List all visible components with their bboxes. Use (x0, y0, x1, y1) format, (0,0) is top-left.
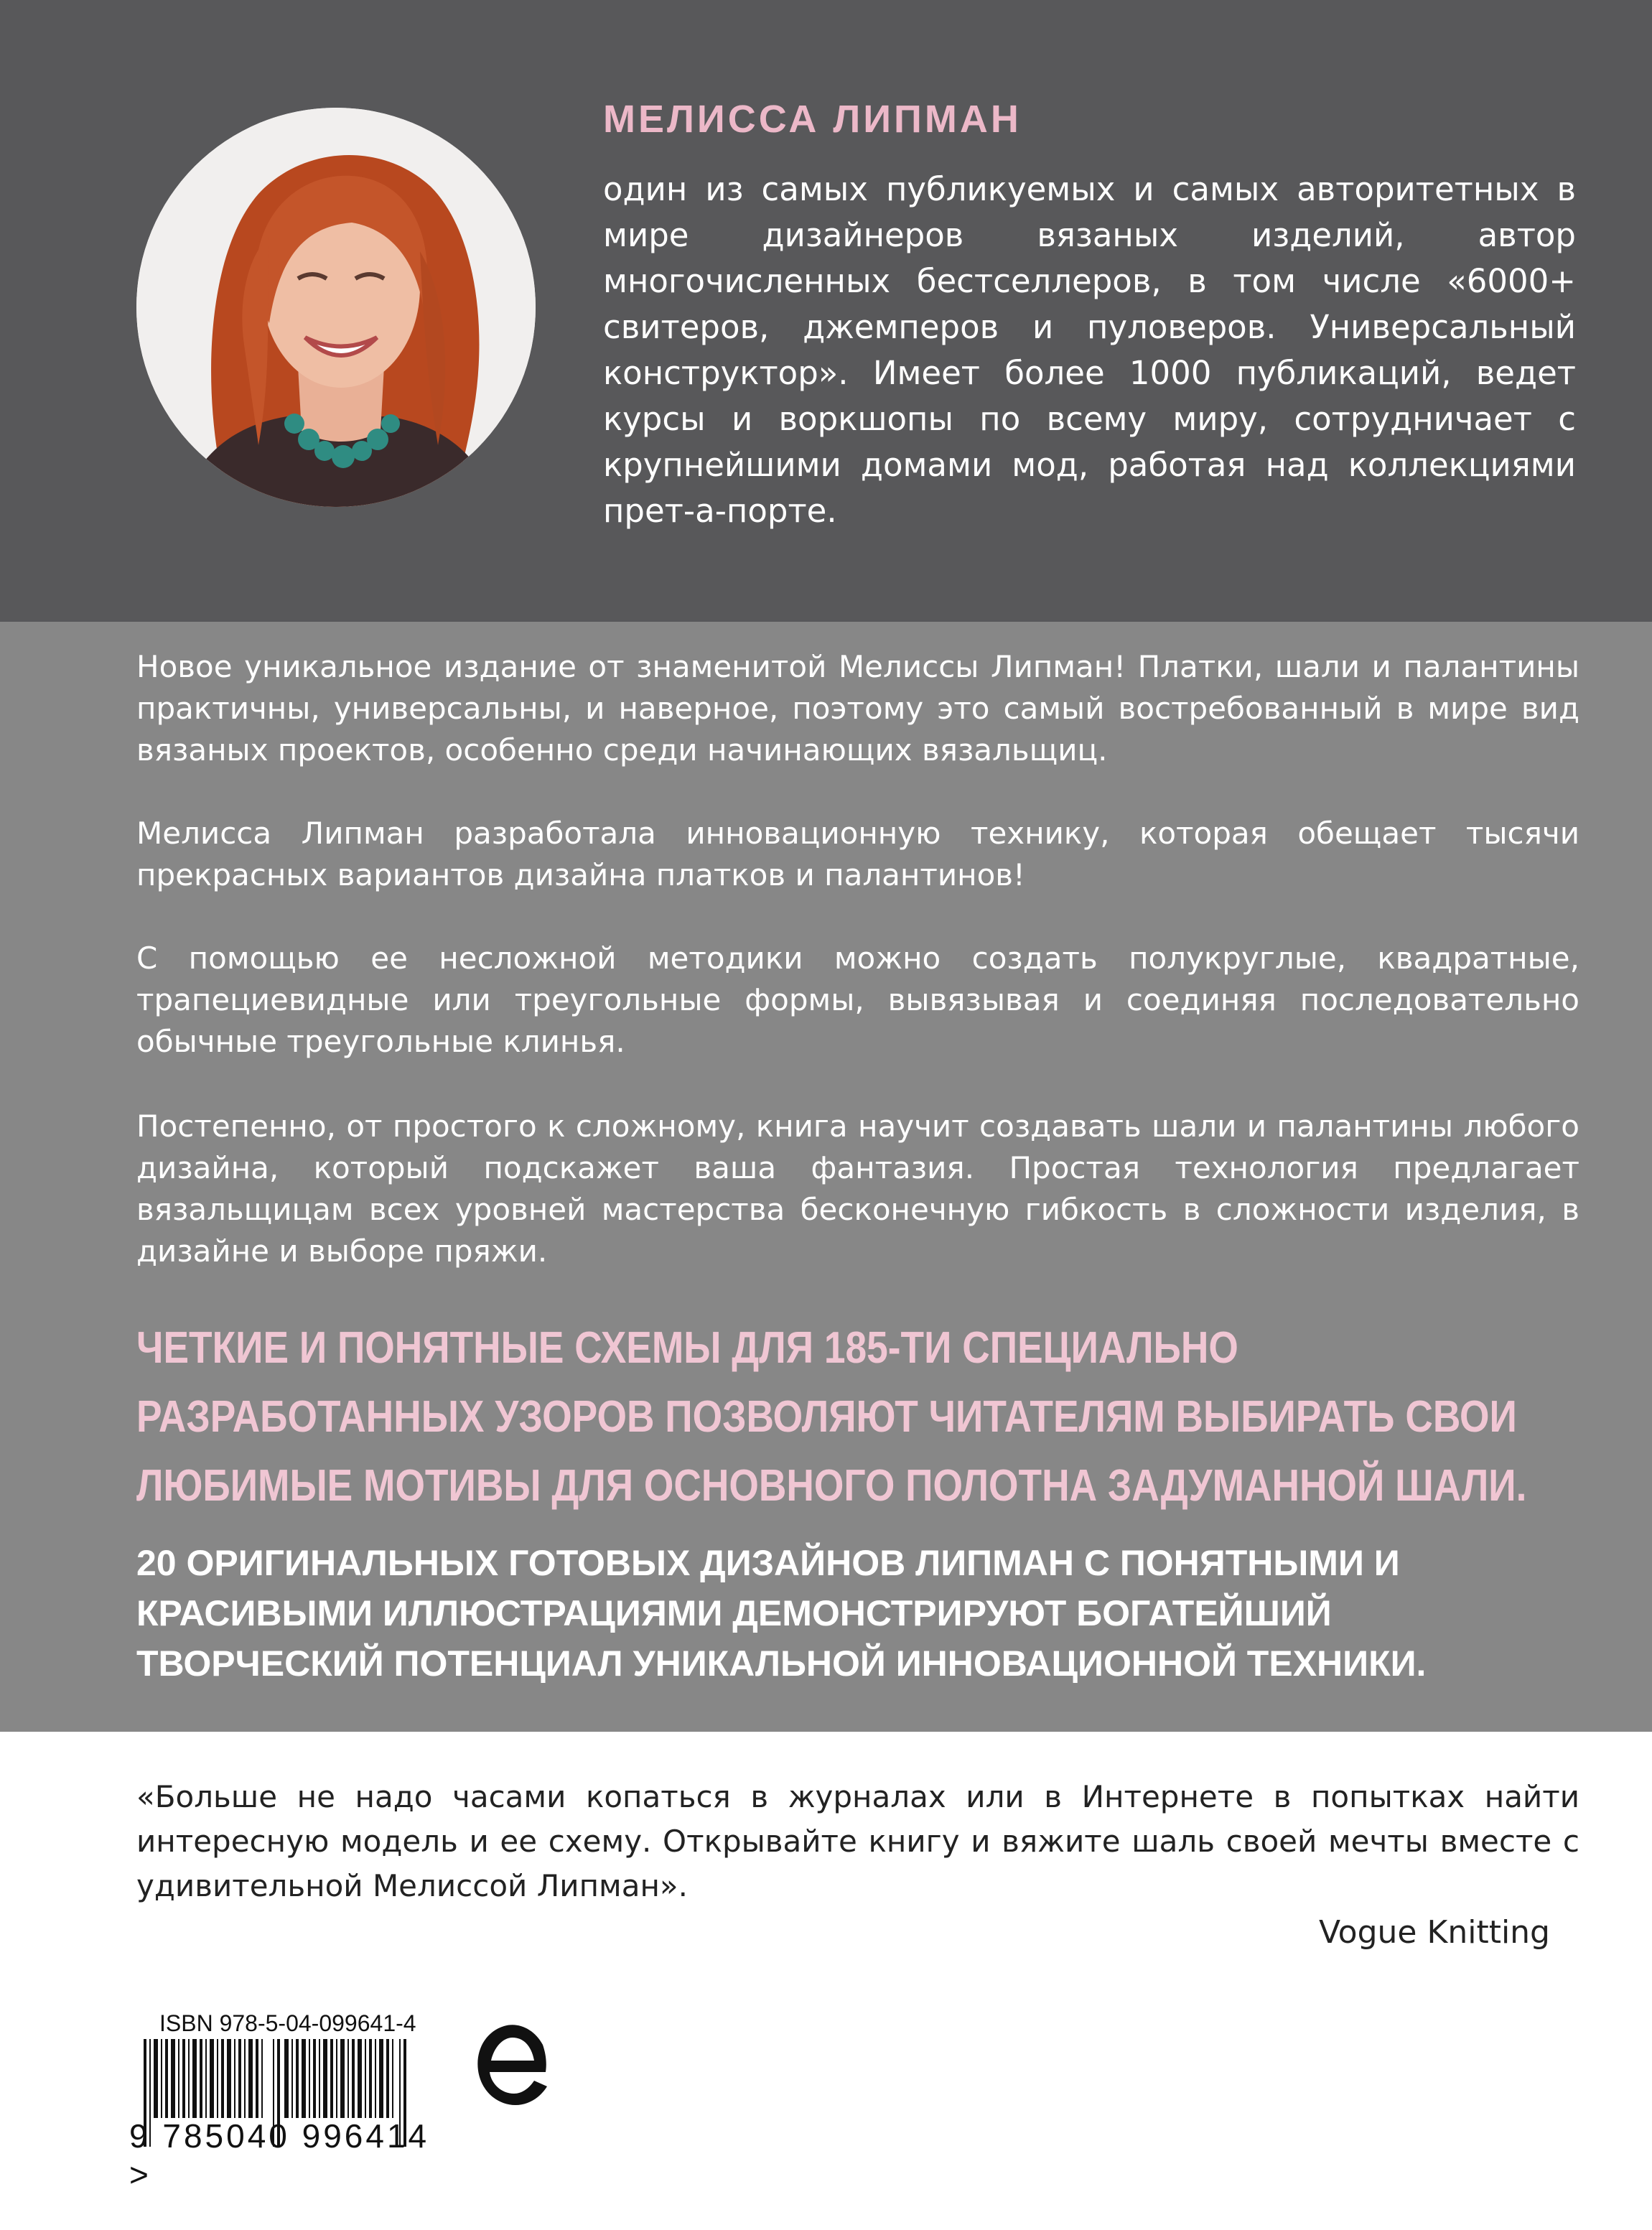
isbn-label: ISBN 978-5-04-099641-4 (159, 2010, 416, 2036)
author-bio: один из самых публикуемых и самых авторитетных в мире дизайнеров вязаных изделий, автор многочисленных бестселлеров, в том числе «6000+ свитеров, джемперов и пуловеров. Универсальный конструктор». Имеет более 1000 публикаций, ведет курсы и воркшопы по всему миру, сотрудничает с крупнейшими домами мод, работая над коллекциями прет-а-порте. (603, 170, 1576, 530)
description-paragraph-4: Постепенно, от простого к сложному, книга научит создавать шали и палантины любого дизайна, который подскажет ваша фантазия. Простая технология предлагает вязальщицам всех уровней мастерства бесконечную гибкость в сложности изделия, в дизайне и выборе пряжи. (136, 1109, 1579, 1269)
description-paragraph-2: Мелисса Липман разработала инновационную технику, которая обещает тысячи прекрасных вариантов дизайна платков и палантинов! (136, 816, 1579, 892)
author-section (0, 0, 1652, 622)
highlight-text: ЧЕТКИЕ И ПОНЯТНЫЕ СХЕМЫ ДЛЯ 185-ТИ СПЕЦИАЛЬНО РАЗРАБОТАННЫХ УЗОРОВ ПОЗВОЛЯЮТ ЧИТАТЕЛЯМ ВЫБИРАТЬ СВОИ ЛЮБИМЫЕ МОТИВЫ ДЛЯ ОСНОВНОГО ПОЛОТНА ЗАДУМАННОЙ ШАЛИ. (136, 1323, 1527, 1511)
description-paragraph-3: С помощью ее несложной методики можно создать полукруглые, квадратные, трапециевидные или треугольные формы, вывязывая и соединяя последовательно обычные треугольные клинья. (136, 941, 1579, 1059)
review-quote: «Больше не надо часами копаться в журналах или в Интернете в попытках найти интересную модель и ее схему. Открывайте книгу и вяжите шаль своей мечты вместе с удивительной Мелиссой Липман». (136, 1779, 1579, 1903)
designs-text: 20 ОРИГИНАЛЬНЫХ ГОТОВЫХ ДИЗАЙНОВ ЛИПМАН С ПОНЯТНЫМИ И КРАСИВЫМИ ИЛЛЮСТРАЦИЯМИ ДЕМОНСТРИРУЮТ БОГАТЕЙШИЙ ТВОРЧЕСКИЙ ПОТЕНЦИАЛ УНИКАЛЬНОЙ ИННОВАЦИОННОЙ ТЕХНИКИ. (136, 1543, 1427, 1684)
barcode-digits: 9 785040 996414 > (129, 2117, 430, 2193)
description-paragraph-1: Новое уникальное издание от знаменитой Мелиссы Липман! Платки, шали и палантины практичны, универсальны, и наверное, поэтому это самый востребованный в мире вид вязаных проектов, особенно среди начинающих вязальщиц. (136, 649, 1579, 768)
author-name: МЕЛИССА ЛИПМАН (603, 98, 1022, 141)
review-source: Vogue Knitting (1319, 1914, 1550, 1951)
author-portrait (136, 108, 536, 507)
publisher-logo-icon (471, 2016, 557, 2124)
